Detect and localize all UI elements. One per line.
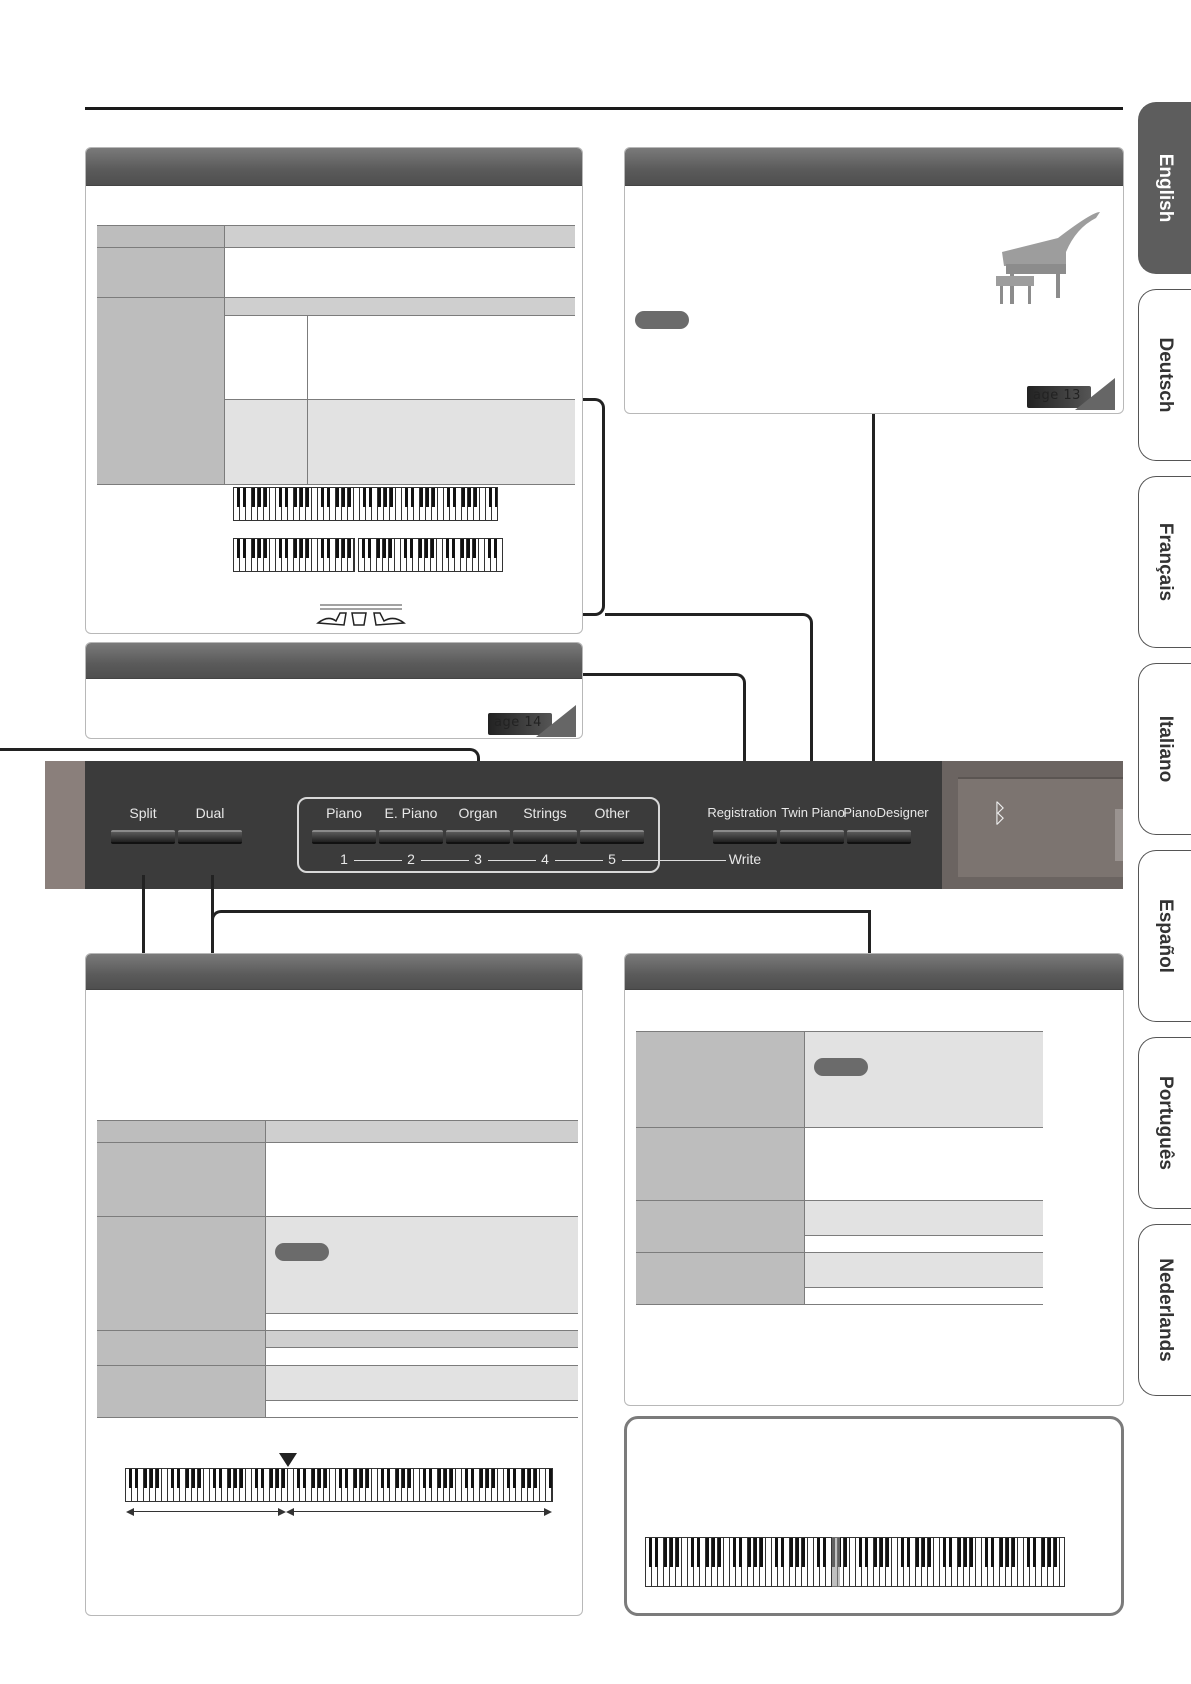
split-point-marker — [279, 1453, 297, 1467]
page-reference-registration[interactable] — [488, 705, 576, 737]
note-badge — [635, 311, 689, 329]
panel-header — [625, 954, 1123, 990]
twin-piano-label: Twin Piano — [781, 805, 845, 820]
grand-piano-icon — [996, 208, 1102, 312]
split-button[interactable] — [111, 830, 175, 844]
tab-nederlands[interactable] — [1138, 1224, 1191, 1396]
tone-label-other: Other — [594, 805, 630, 821]
note-badge — [275, 1243, 329, 1261]
tone-button-e-piano[interactable] — [379, 830, 443, 844]
tab-italiano[interactable] — [1138, 663, 1191, 835]
tone-label-strings: Strings — [523, 805, 567, 821]
write-divider — [622, 860, 726, 861]
connector-line — [142, 875, 145, 953]
keyboard-illustration-right — [358, 538, 503, 572]
number-divider — [421, 860, 469, 861]
number-2: 2 — [407, 851, 415, 867]
page-reference-text: age 14 — [494, 715, 542, 730]
number-divider — [488, 860, 536, 861]
dual-label: Dual — [195, 805, 225, 821]
tab-english[interactable] — [1138, 102, 1191, 274]
connector-line — [872, 414, 875, 797]
tone-label-e-piano: E. Piano — [384, 805, 438, 821]
tab-label: Italiano — [1155, 715, 1176, 783]
panel-header — [86, 643, 582, 679]
split-label: Split — [129, 805, 157, 821]
panel-header — [86, 954, 582, 990]
panel-header — [625, 148, 1123, 186]
piano-designer-label: PianoDesigner — [843, 805, 929, 820]
tab-espanol[interactable] — [1138, 850, 1191, 1022]
note-badge — [814, 1058, 868, 1076]
connector-line — [583, 398, 605, 616]
page-reference-twin-piano[interactable] — [1027, 378, 1115, 410]
top-rule — [85, 107, 1123, 110]
tone-button-organ[interactable] — [446, 830, 510, 844]
twin-piano-button[interactable] — [780, 830, 844, 844]
tone-label-organ: Organ — [458, 805, 498, 821]
connector-line — [211, 910, 871, 953]
page-reference-text: age 13 — [1033, 388, 1081, 403]
registration-button[interactable] — [713, 830, 777, 844]
tone-button-other[interactable] — [580, 830, 644, 844]
tone-label-piano: Piano — [326, 805, 362, 821]
tab-francais[interactable] — [1138, 476, 1191, 648]
number-4: 4 — [541, 851, 549, 867]
dual-button[interactable] — [178, 830, 242, 844]
number-divider — [354, 860, 402, 861]
panel-header — [86, 148, 582, 186]
write-label: Write — [728, 851, 762, 867]
number-divider — [555, 860, 603, 861]
tone-button-piano[interactable] — [312, 830, 376, 844]
registration-label: Registration — [707, 805, 777, 820]
tone-button-strings[interactable] — [513, 830, 577, 844]
tab-label: Português — [1155, 1076, 1176, 1170]
pedals-icon — [314, 601, 408, 631]
tab-label: Deutsch — [1155, 337, 1176, 413]
tab-portugues[interactable] — [1138, 1037, 1191, 1209]
split-keyboard — [125, 1468, 553, 1502]
piano-designer-button[interactable] — [847, 830, 911, 844]
number-5: 5 — [608, 851, 616, 867]
number-3: 3 — [474, 851, 482, 867]
tab-label: Español — [1155, 899, 1176, 973]
number-1: 1 — [340, 851, 348, 867]
tab-label: Nederlands — [1155, 1258, 1176, 1362]
full-keyboard — [645, 1537, 1065, 1587]
keyboard-highlight — [832, 1537, 840, 1587]
control-panel-display — [942, 761, 1123, 889]
keyboard-illustration-left — [233, 538, 355, 572]
tab-deutsch[interactable] — [1138, 289, 1191, 461]
bluetooth-icon: ᛒ — [992, 799, 1008, 829]
tab-label: Français — [1155, 522, 1176, 602]
keyboard-illustration-upper — [233, 487, 498, 521]
tab-label: English — [1155, 153, 1176, 223]
control-panel-left-edge — [45, 761, 85, 889]
